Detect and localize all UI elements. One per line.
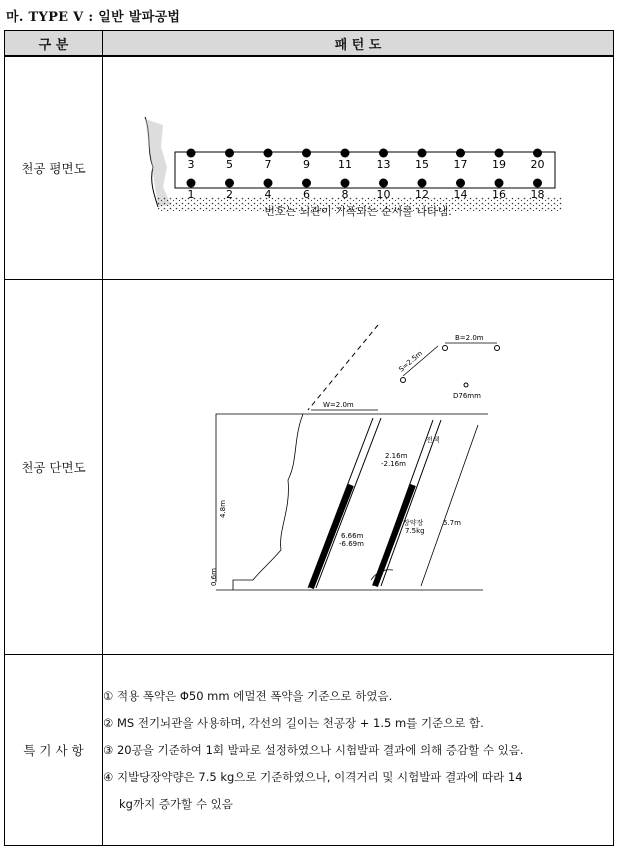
- stem-a-label: 2.16m: [385, 452, 408, 460]
- hole-number: 10: [376, 188, 391, 201]
- blast-hole: [341, 179, 350, 188]
- hole-length-line: [421, 425, 478, 586]
- blast-hole: [533, 149, 542, 158]
- hole-number: 15: [415, 158, 429, 171]
- hole-1-outline: [316, 418, 381, 588]
- b-spacing-label: B=2.0m: [455, 334, 484, 342]
- hole-number: 12: [415, 188, 429, 201]
- hole-number: 9: [303, 158, 310, 171]
- blast-hole: [187, 149, 196, 158]
- blast-hole: [418, 179, 427, 188]
- blast-hole: [264, 179, 273, 188]
- blast-hole: [341, 149, 350, 158]
- hole-number: 18: [530, 188, 545, 201]
- charge-len-b-label: -6.69m: [339, 540, 364, 548]
- blast-hole: [225, 179, 234, 188]
- blast-hole: [456, 179, 465, 188]
- w-top-label: W=2.0m: [323, 401, 354, 409]
- pattern-table: [4, 30, 614, 846]
- blast-hole: [495, 149, 504, 158]
- hole-number: 4: [264, 188, 272, 201]
- notes-cell: [103, 655, 614, 846]
- notes-row: [5, 655, 614, 846]
- height-label: 4.8m: [219, 500, 227, 518]
- slope-profile: [233, 414, 303, 590]
- header-pattern: 패 턴 도: [103, 31, 614, 57]
- stem-b-label: -2.16m: [381, 460, 406, 468]
- blast-hole: [302, 149, 311, 158]
- table-header-row: [5, 31, 614, 57]
- hole-number: 3: [187, 158, 195, 171]
- note-item-1: ① 적용 폭약은 Φ50 mm 에멀젼 폭약을 기준으로 하였음.: [103, 688, 393, 703]
- bench-label: 0.6m: [210, 568, 218, 586]
- hole-number: 14: [453, 188, 468, 201]
- charge-kg-label: 7.5kg: [405, 527, 425, 535]
- hole-2-outline: [381, 420, 441, 586]
- section-row: [5, 280, 614, 655]
- blast-hole: [533, 179, 542, 188]
- hole-number: 16: [492, 188, 506, 201]
- note-item-3: ③ 20공을 기준하여 1회 발파로 설정하였으나 시험발파 결과에 의해 증감할 수 있음.: [103, 742, 524, 757]
- charge-type-label: 장약장: [403, 519, 424, 527]
- hole-number: 11: [338, 158, 352, 171]
- blast-hole: [418, 149, 427, 158]
- hole-mark: [443, 346, 448, 351]
- hole-mark: [401, 378, 406, 383]
- plan-diagram: [103, 57, 613, 279]
- hole-number: 5: [226, 158, 233, 171]
- stem-c-label: 전색: [426, 436, 440, 444]
- note-item-4: ④ 지발당장약량은 7.5 kg으로 기준하였으나, 이격거리 및 시험발파 결과에 따라 14: [103, 769, 523, 784]
- blast-hole: [225, 149, 234, 158]
- blast-hole: [187, 179, 196, 188]
- hole-length-label: 5.7m: [443, 519, 461, 527]
- diameter-label: D76mm: [453, 392, 481, 400]
- note-item-4-cont: kg까지 증가할 수 있음: [119, 796, 233, 811]
- blast-hole: [264, 149, 273, 158]
- plan-cell: [103, 56, 614, 280]
- section-diagram: [103, 280, 613, 654]
- hole-number: 20: [530, 158, 545, 171]
- hole-number: 7: [264, 158, 272, 171]
- page-title: 마. TYPE V : 일반 발파공법: [6, 10, 181, 25]
- blast-hole: [456, 149, 465, 158]
- plan-caption: 번호는 뇌관이 기폭되는 순서를 나타냄.: [264, 205, 452, 218]
- blast-hole: [379, 179, 388, 188]
- notes-label: 특 기 사 항: [5, 655, 103, 846]
- rock-face-hatch: [145, 119, 171, 207]
- hole-number: 1: [187, 188, 195, 201]
- slope-dashed-line: [308, 325, 378, 410]
- section-label: 천공 단면도: [5, 280, 103, 655]
- bench-top-line: [216, 414, 488, 582]
- hole-number: 13: [376, 158, 391, 171]
- hole-number: 8: [341, 188, 349, 201]
- hole-mark: [464, 383, 468, 387]
- blast-hole: [495, 179, 504, 188]
- plan-row: [5, 56, 614, 280]
- section-cell: [103, 280, 614, 655]
- hole-number: 17: [453, 158, 468, 171]
- blast-hole: [379, 149, 388, 158]
- hole-mark: [495, 346, 500, 351]
- blast-hole: [302, 179, 311, 188]
- hole-number: 19: [492, 158, 506, 171]
- header-category: 구 분: [5, 31, 103, 57]
- hole-number: 6: [303, 188, 310, 201]
- note-item-2: ② MS 전기뇌관을 사용하며, 각선의 길이는 천공장 + 1.5 m를 기준으로 함.: [103, 715, 484, 730]
- plan-label: 천공 평면도: [5, 56, 103, 280]
- s-spacing-label: S=2.5m: [397, 349, 425, 374]
- hole-2-charge: [375, 485, 413, 586]
- hole-number: 2: [226, 188, 233, 201]
- charge-len-a-label: 6.66m: [341, 532, 364, 540]
